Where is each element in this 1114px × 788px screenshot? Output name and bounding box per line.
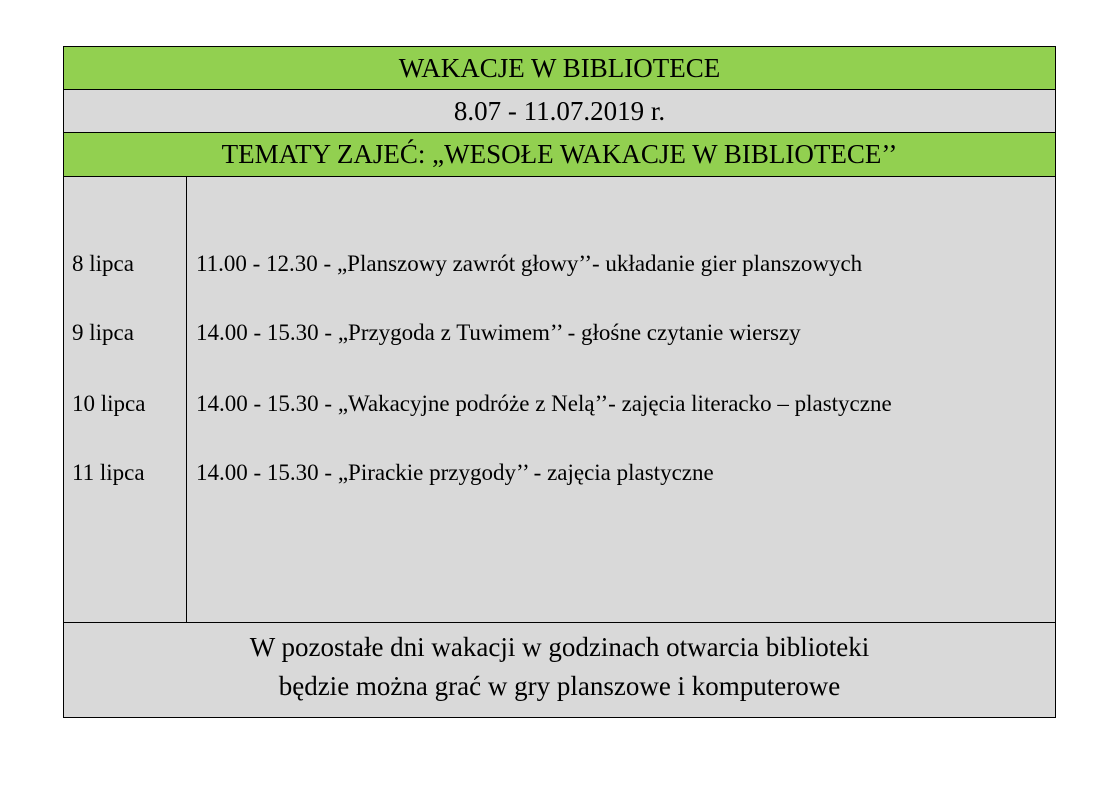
event-description: 14.00 - 15.30 - „Pirackie przygody’’ - zajęcia plastyczne: [196, 460, 714, 485]
event-day: 8 lipca: [72, 251, 134, 276]
event-row: [64, 249, 1055, 279]
table-title: WAKACJE W BIBLIOTECE: [64, 47, 1055, 90]
event-description: 14.00 - 15.30 - „Przygoda z Tuwimem’’ - głośne czytanie wierszy: [196, 320, 801, 345]
event-row: [64, 318, 1055, 348]
event-description: 11.00 - 12.30 - „Planszowy zawrót głowy’’- układanie gier planszowych: [196, 251, 863, 276]
footer-line-2: będzie można grać w gry planszowe i komputerowe: [278, 671, 841, 701]
event-row: [64, 458, 1055, 488]
events-section: [64, 177, 1055, 623]
event-row: [64, 389, 1055, 419]
theme-heading: TEMATY ZAJEĆ: „WESOŁE WAKACJE W BIBLIOTECE’’: [64, 133, 1055, 177]
event-day: 9 lipca: [72, 320, 134, 345]
schedule-table: [63, 46, 1056, 718]
event-day: 10 lipca: [72, 391, 146, 416]
footer-line-1: W pozostałe dni wakacji w godzinach otwarcia biblioteki: [249, 632, 870, 662]
footer-note: [64, 623, 1055, 717]
date-range: 8.07 - 11.07.2019 r.: [64, 90, 1055, 133]
event-description: 14.00 - 15.30 - „Wakacyjne podróże z Nelą’’- zajęcia literacko – plastyczne: [196, 391, 892, 416]
event-day: 11 lipca: [72, 460, 145, 485]
